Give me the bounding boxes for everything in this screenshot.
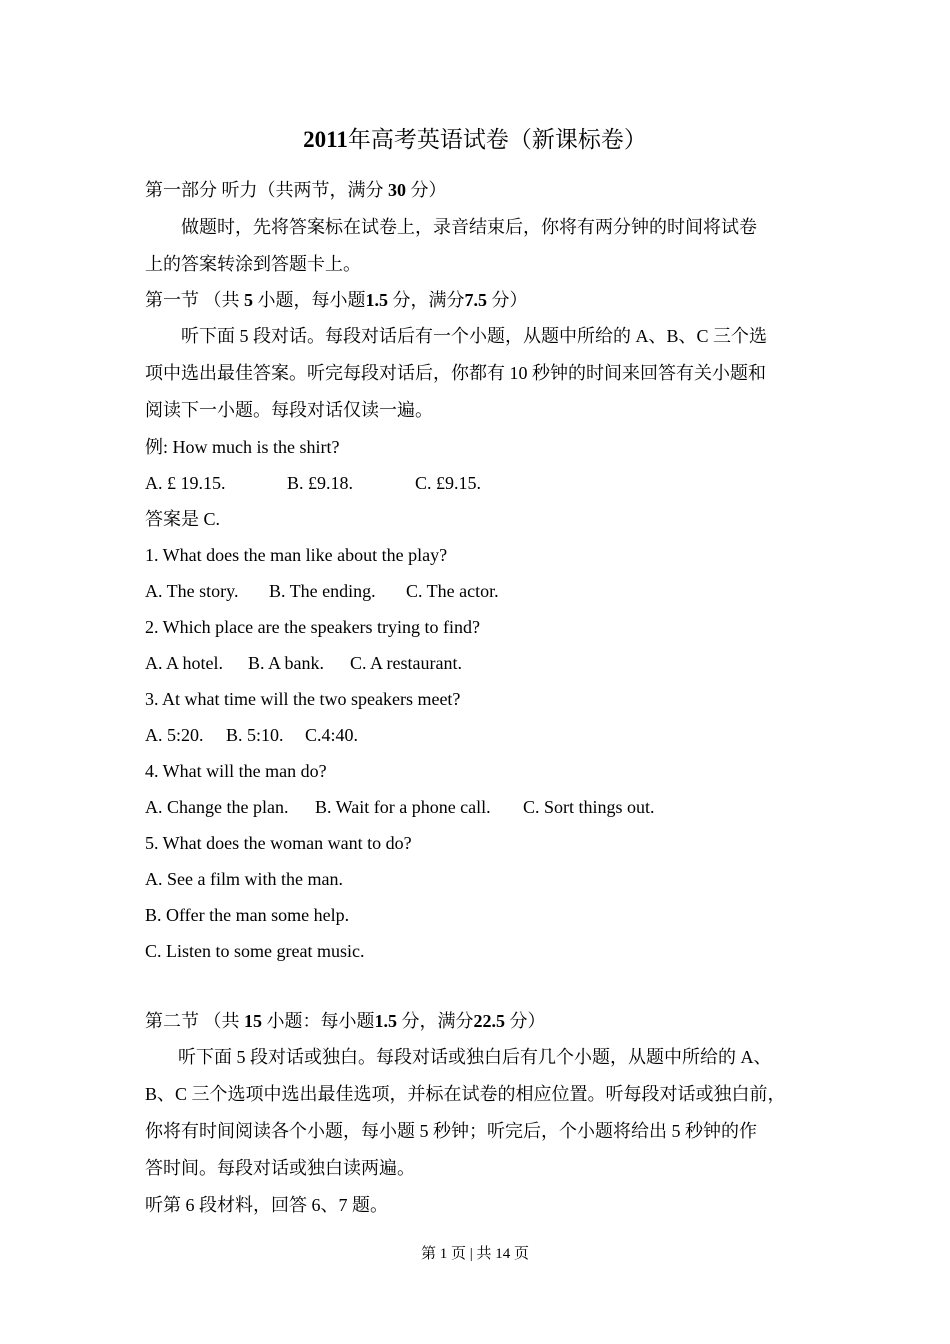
text: 1.5 xyxy=(374,1011,397,1031)
question-5: 5. What does the woman want to do? xyxy=(145,833,412,853)
instruction-line: 答时间。每段对话或独白读两遍。 xyxy=(145,1158,415,1178)
instruction-line: 听下面 5 段对话。每段对话后有一个小题，从题中所给的 A、B、C 三个选 xyxy=(181,326,768,346)
option-b: B. £9.18. xyxy=(287,473,354,493)
option-c: C.4:40. xyxy=(305,725,359,745)
text: 7.5 xyxy=(464,290,487,310)
option-b: B. Offer the man some help. xyxy=(145,905,350,925)
option-b: B. A bank. xyxy=(248,653,325,673)
text: 分） xyxy=(491,290,528,310)
option-a: A. 5:20. xyxy=(145,725,204,745)
option-a: A. Change the plan. xyxy=(145,797,289,817)
option-a: A. £ 19.15. xyxy=(145,473,226,493)
text: 分） xyxy=(410,180,447,200)
option-c: C. Sort things out. xyxy=(523,797,655,817)
question-2: 2. Which place are the speakers trying to find? xyxy=(145,617,481,637)
page-footer: 第 1 页 | 共 14 页 xyxy=(420,1246,529,1262)
page-title xyxy=(0,126,950,154)
part1-heading xyxy=(145,178,447,202)
question-3-options xyxy=(145,723,745,747)
instruction-line: 阅读下一小题。每段对话仅读一遍。 xyxy=(145,400,433,420)
question-1-options xyxy=(145,579,745,603)
section2-heading xyxy=(145,1009,546,1033)
option-a: A. See a film with the man. xyxy=(145,869,343,889)
question-3: 3. At what time will the two speakers meet? xyxy=(145,689,461,709)
instruction-line: B、C 三个选项中选出最佳选项，并标在试卷的相应位置。听每段对话或独白前， xyxy=(145,1084,786,1104)
intro-line: 做题时，先将答案标在试卷上，录音结束后，你将有两分钟的时间将试卷 xyxy=(181,217,757,237)
question-2-options xyxy=(145,651,745,675)
text: 分，满分 xyxy=(401,1011,474,1031)
text: 15 xyxy=(244,1011,262,1031)
option-b: B. Wait for a phone call. xyxy=(315,797,491,817)
text: 30 xyxy=(388,180,406,200)
text: 1.5 xyxy=(365,290,388,310)
option-c: C. The actor. xyxy=(406,581,499,601)
text: 第二节 （共 xyxy=(145,1011,240,1031)
text: 第一部分 听力（共两节，满分 xyxy=(145,180,384,200)
question-4: 4. What will the man do? xyxy=(145,761,327,781)
option-b: B. 5:10. xyxy=(226,725,284,745)
option-c: C. £9.15. xyxy=(415,473,482,493)
section1-heading xyxy=(145,288,528,312)
instruction-line: 你将有时间阅读各个小题，每小题 5 秒钟；听完后，个小题将给出 5 秒钟的作 xyxy=(145,1121,757,1141)
example-options xyxy=(145,471,745,495)
text: 小题，每小题 xyxy=(257,290,366,310)
text: 第一节 （共 xyxy=(145,290,240,310)
example-answer: 答案是 C. xyxy=(145,509,221,529)
instruction-line: 项中选出最佳答案。听完每段对话后，你都有 10 秒钟的时间来回答有关小题和 xyxy=(145,363,766,383)
question-4-options xyxy=(145,795,795,819)
example-question: 例: How much is the shirt? xyxy=(145,437,340,457)
option-b: B. The ending. xyxy=(269,581,376,601)
question-1: 1. What does the man like about the play? xyxy=(145,545,448,565)
option-c: C. A restaurant. xyxy=(350,653,462,673)
text: 分，满分 xyxy=(392,290,465,310)
text: 5 xyxy=(244,290,253,310)
option-a: A. The story. xyxy=(145,581,239,601)
material-line: 听第 6 段材料，回答 6、7 题。 xyxy=(145,1195,388,1215)
title-year: 2011 xyxy=(303,127,348,152)
instruction-line: 听下面 5 段对话或独白。每段对话或独白后有几个小题，从题中所给的 A、 xyxy=(178,1047,772,1067)
intro-line: 上的答案转涂到答题卡上。 xyxy=(145,254,361,274)
text: 22.5 xyxy=(473,1011,505,1031)
option-c: C. Listen to some great music. xyxy=(145,941,365,961)
option-a: A. A hotel. xyxy=(145,653,224,673)
text: 小题：每小题 xyxy=(266,1011,375,1031)
title-text: 年高考英语试卷（新课标卷） xyxy=(347,127,647,152)
text: 分） xyxy=(509,1011,546,1031)
